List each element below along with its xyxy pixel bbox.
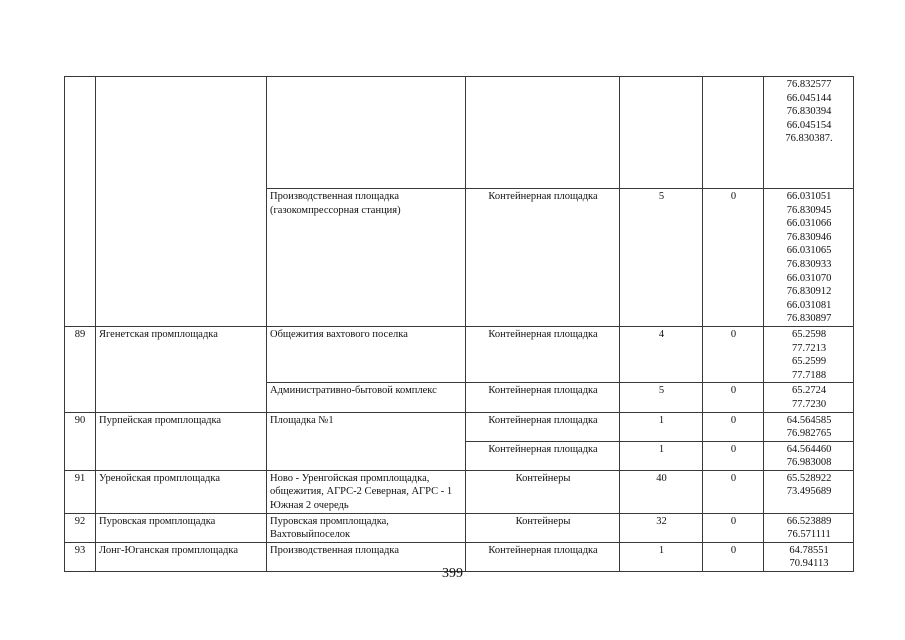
container-count-cell: 4 — [620, 326, 703, 382]
coordinate: 66.045154 — [786, 119, 832, 131]
coordinate: 76.830933 — [786, 258, 832, 270]
zero-cell: 0 — [703, 383, 764, 412]
area-cell: Ново - Уренгойская промплощадка, общежития, АГРС-2 Северная, АГРС - 1 Южная 2 очередь — [267, 470, 466, 513]
table-row — [65, 326, 854, 382]
area-cell: Производственная площадка — [267, 542, 466, 571]
zero-cell: 0 — [703, 542, 764, 571]
coordinate: 77.7188 — [791, 369, 827, 381]
coordinates-cell — [764, 326, 854, 382]
zero-cell: 0 — [703, 470, 764, 513]
area-cell: Производственная площадка (газокомпрессорная станция) — [267, 189, 466, 327]
coordinates-cell — [764, 470, 854, 513]
coordinate: 66.031051 — [786, 191, 832, 202]
container-type-cell: Контейнерная площадка — [466, 542, 620, 571]
coordinate: 76.830912 — [786, 286, 832, 298]
area-cell: Площадка №1 — [267, 412, 466, 470]
row-number — [65, 77, 96, 327]
coordinates-cell — [764, 383, 854, 412]
coordinate: 77.7230 — [791, 398, 827, 410]
row-number: 89 — [65, 326, 96, 412]
area-cell — [267, 77, 466, 189]
zero-cell: 0 — [703, 412, 764, 441]
container-count-cell: 1 — [620, 441, 703, 470]
coordinates-cell — [764, 77, 854, 189]
container-type-cell: Контейнерная площадка — [466, 326, 620, 382]
coordinate: 76.983008 — [786, 457, 832, 469]
coordinate: 66.031081 — [786, 299, 832, 311]
zero-cell: 0 — [703, 441, 764, 470]
site-name-cell: Уренойская промплощадка — [96, 470, 267, 513]
row-number: 93 — [65, 542, 96, 571]
coordinate: 76.830387. — [785, 133, 833, 145]
coordinates-cell — [764, 189, 854, 327]
coordinate: 70.94113 — [789, 558, 829, 570]
coordinates-cell — [764, 441, 854, 470]
container-type-cell: Контейнеры — [466, 513, 620, 542]
zero-cell: 0 — [703, 189, 764, 327]
coordinate: 64.564585 — [786, 414, 832, 426]
page-number: 399 — [442, 566, 463, 581]
site-name-cell: Ягенетская промплощадка — [96, 326, 267, 412]
row-number: 92 — [65, 513, 96, 542]
coordinate: 65.2599 — [791, 356, 827, 368]
area-cell: Административно-бытовой комплекс — [267, 383, 466, 412]
zero-cell — [703, 77, 764, 189]
coordinate: 65.2724 — [791, 385, 827, 397]
area-cell: Пуровская промплощадка, Вахтовыйпоселок — [267, 513, 466, 542]
container-type-cell: Контейнерная площадка — [466, 189, 620, 327]
site-name-cell — [96, 77, 267, 327]
coordinates-cell — [764, 412, 854, 441]
container-type-cell: Контейнерная площадка — [466, 441, 620, 470]
table-row — [65, 412, 854, 441]
container-type-cell: Контейнеры — [466, 470, 620, 513]
table-row — [65, 77, 854, 189]
row-number: 90 — [65, 412, 96, 470]
coordinate: 73.495689 — [786, 486, 832, 498]
site-name-cell: Лонг-Юганская промплощадка — [96, 542, 267, 571]
coordinate: 64.564460 — [786, 443, 832, 455]
coordinate: 66.045144 — [786, 92, 832, 104]
coordinate: 64.78551 — [789, 544, 829, 556]
coordinate: 76.830945 — [786, 204, 832, 216]
coordinates-cell — [764, 513, 854, 542]
table-row — [65, 513, 854, 542]
container-type-cell — [466, 77, 620, 189]
site-name-cell: Пурпейская промплощадка — [96, 412, 267, 470]
container-type-cell: Контейнерная площадка — [466, 383, 620, 412]
coordinate: 66.031066 — [786, 218, 832, 230]
site-name-cell: Пуровская промплощадка — [96, 513, 267, 542]
coordinate: 66.523889 — [786, 515, 832, 527]
container-count-cell: 5 — [620, 383, 703, 412]
coordinate: 65.528922 — [786, 472, 832, 484]
zero-cell: 0 — [703, 513, 764, 542]
coordinate: 76.832577 — [786, 79, 832, 90]
container-count-cell: 40 — [620, 470, 703, 513]
zero-cell: 0 — [703, 326, 764, 382]
area-cell: Общежития вахтового поселка — [267, 326, 466, 382]
coordinate: 76.830946 — [786, 231, 832, 243]
container-count-cell: 5 — [620, 189, 703, 327]
coordinate: 76.830394 — [786, 106, 832, 118]
container-count-cell: 1 — [620, 412, 703, 441]
coordinate: 65.2598 — [791, 328, 827, 340]
coordinate: 77.7213 — [791, 342, 827, 354]
coordinate: 66.031065 — [786, 245, 832, 257]
coordinate: 66.031070 — [786, 272, 832, 284]
coordinate: 76.982765 — [786, 428, 832, 440]
waste-sites-table — [64, 76, 854, 572]
container-count-cell: 1 — [620, 542, 703, 571]
table-row — [65, 470, 854, 513]
container-count-cell — [620, 77, 703, 189]
coordinate: 76.830897 — [786, 313, 832, 325]
container-count-cell: 32 — [620, 513, 703, 542]
row-number: 91 — [65, 470, 96, 513]
coordinate: 76.571111 — [787, 529, 831, 541]
container-type-cell: Контейнерная площадка — [466, 412, 620, 441]
